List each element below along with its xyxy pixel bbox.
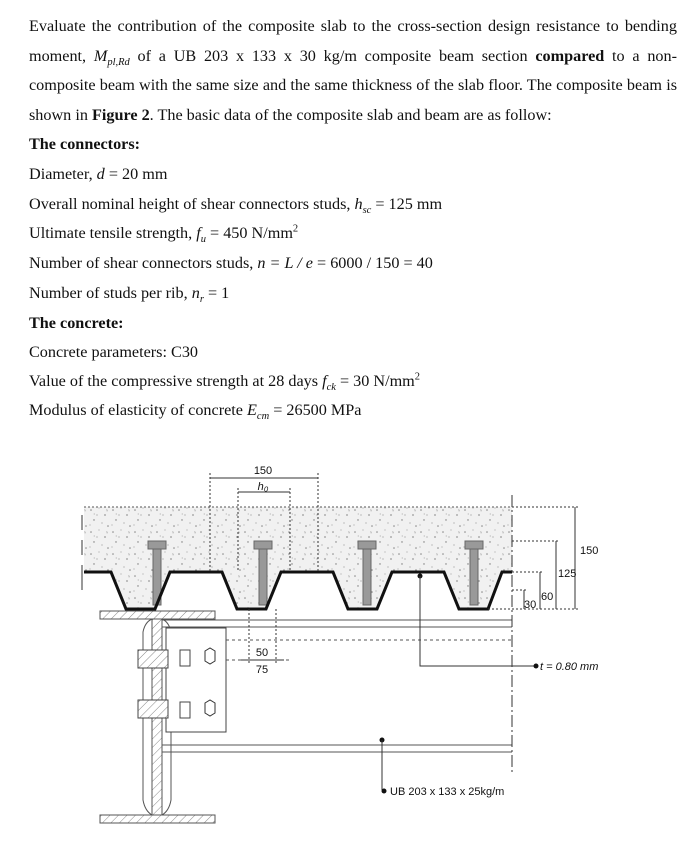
dim-150-top: 150 bbox=[253, 465, 273, 477]
concrete-heading: The concrete: bbox=[29, 314, 124, 332]
dim-150-right: 150 bbox=[580, 545, 599, 557]
studs-per-rib-line: Number of studs per rib, $n_r = 1$ bbox=[29, 284, 230, 306]
concrete-slab bbox=[84, 507, 512, 609]
dim-125: 125 bbox=[558, 568, 577, 580]
beam-label-leader bbox=[380, 738, 387, 794]
stud-count-line: Number of shear connectors studs, n = L / e = 6000 / 150 = 40 bbox=[29, 254, 433, 272]
dim-h0: h₀ bbox=[257, 481, 269, 493]
fck-line: Value of the compressive strength at 28 days $f_{ck} = 30$ $N/mm^2$ bbox=[29, 371, 421, 394]
composite-beam-figure bbox=[0, 455, 700, 845]
dim-30: 30 bbox=[524, 599, 537, 611]
tensile-strength-line: Ultimate tensile strength, $f_u = 450$ $N/mm^2$ bbox=[29, 223, 299, 246]
concrete-params-line: Concrete parameters: C30 bbox=[29, 343, 199, 361]
intro-paragraph: Evaluate the contribution of the composite slab to the cross-section design resistance to bending moment, $M_{pl,Rd}$ of a UB 203 x 133 x 30 kg/m composite beam section compared to a non-composite beam with the same size and the same thickness of the slab floor. The composite beam is shown in Figure 2. The basic data of the composite slab and beam are as follow: bbox=[29, 17, 678, 124]
dim-75: 75 bbox=[255, 664, 269, 676]
dim-60: 60 bbox=[541, 591, 554, 603]
beam-section-label: UB 203 x 133 x 25kg/m bbox=[390, 786, 505, 798]
diameter-line: Diameter, d = 20 mm bbox=[29, 165, 168, 183]
ecm-line: Modulus of elasticity of concrete $E_{cm} = 26500$ MPa bbox=[29, 401, 362, 423]
web-cleat bbox=[138, 628, 226, 732]
stud-height-line: Overall nominal height of shear connectors studs, $h_{sc} = 125$ mm bbox=[29, 195, 443, 217]
deck-thickness-label: t = 0.80 mm bbox=[540, 661, 599, 673]
dim-50: 50 bbox=[255, 647, 269, 659]
connectors-heading: The connectors: bbox=[29, 135, 141, 153]
